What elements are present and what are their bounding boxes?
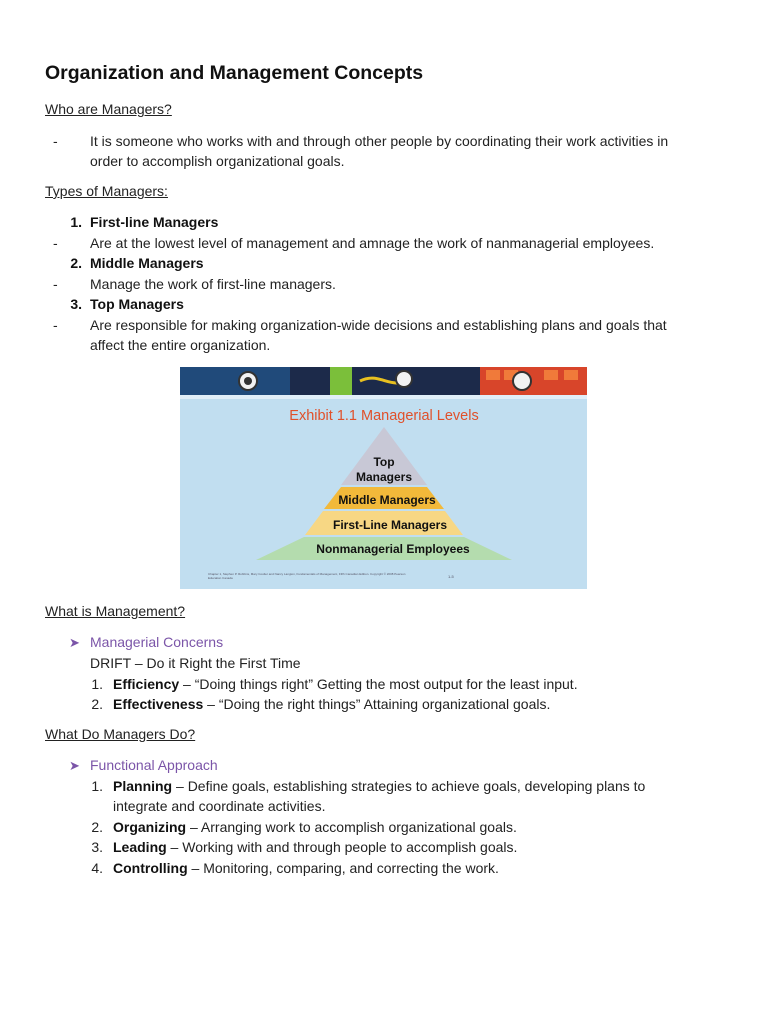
- term-planning: Planning: [113, 778, 173, 794]
- drift-line: DRIFT – Do it Right the First Time: [90, 655, 301, 671]
- heading-what-do-managers-do: What Do Managers Do?: [45, 726, 196, 742]
- banner-tile: [486, 370, 500, 380]
- who-text-line-2: order to accomplish organizational goals.: [90, 153, 345, 169]
- item-number: 1.: [70, 214, 82, 230]
- arrow-bullet-icon: ➤: [69, 635, 80, 650]
- term-leading: Leading: [113, 839, 167, 855]
- term-organizing: Organizing: [113, 819, 187, 835]
- planning-line-2: integrate and coordinate activities.: [113, 798, 326, 814]
- target-icon-2: [396, 371, 412, 387]
- type-label: First-line Managers: [90, 214, 219, 230]
- target-icon-3: [513, 372, 531, 390]
- item-number: 1.: [91, 778, 103, 794]
- functional-approach-label: Functional Approach: [90, 757, 218, 773]
- term-controlling: Controlling: [113, 860, 188, 876]
- page-title: Organization and Management Concepts: [45, 62, 424, 84]
- heading-what-is-management: What is Management?: [45, 603, 186, 619]
- exhibit-title: Exhibit 1.1 Managerial Levels: [289, 408, 479, 424]
- item-number: 1.: [91, 676, 103, 692]
- level-first-line-label: First-Line Managers: [332, 518, 448, 532]
- type-label: Top Managers: [90, 296, 184, 312]
- item-number: 2.: [70, 255, 82, 271]
- dash-bullet: -: [53, 317, 58, 333]
- exhibit-page-number: 1-5: [448, 574, 454, 579]
- dash-bullet: -: [53, 133, 58, 149]
- item-number: 2.: [91, 819, 103, 835]
- term-effectiveness: Effectiveness: [113, 696, 204, 712]
- heading-who-are-managers: Who are Managers?: [45, 101, 172, 117]
- banner-tile: [564, 370, 578, 380]
- item-number: 4.: [91, 860, 103, 876]
- banner-green-bar: [330, 367, 352, 395]
- target-icon-center: [244, 377, 252, 385]
- item-number: 3.: [91, 839, 103, 855]
- level-top-line-1: Top: [373, 455, 395, 469]
- level-top-line-2: Managers: [355, 470, 413, 484]
- banner-tile: [544, 370, 558, 380]
- exhibit-managerial-levels-image: [180, 367, 587, 589]
- exhibit-citation: Chapter 1, Stephen P. Robbins, Mary Coulter and Nancy Langton, Fundamentals of Management, Fifth Canadian Edition. Copyright © 2008 Pearson Education Canada: [208, 572, 406, 580]
- item-number: 3.: [70, 296, 82, 312]
- dash-bullet: -: [53, 235, 58, 251]
- who-text-line-1: It is someone who works with and through other people by coordinating their work activities in: [90, 133, 669, 149]
- level-middle-label: Middle Managers: [338, 493, 436, 507]
- banner-left-panel: [180, 367, 290, 395]
- type-label: Middle Managers: [90, 255, 204, 271]
- item-number: 2.: [91, 696, 103, 712]
- arrow-bullet-icon: ➤: [69, 758, 80, 773]
- managerial-concerns-label: Managerial Concerns: [90, 634, 224, 650]
- dash-bullet: -: [53, 276, 58, 292]
- heading-types-of-managers: Types of Managers:: [45, 183, 168, 199]
- level-nonmanagerial-label: Nonmanagerial Employees: [316, 542, 470, 556]
- term-efficiency: Efficiency: [113, 676, 180, 692]
- type-desc-top-line-2: affect the entire organization.: [90, 337, 271, 353]
- exhibit-svg: [180, 367, 587, 589]
